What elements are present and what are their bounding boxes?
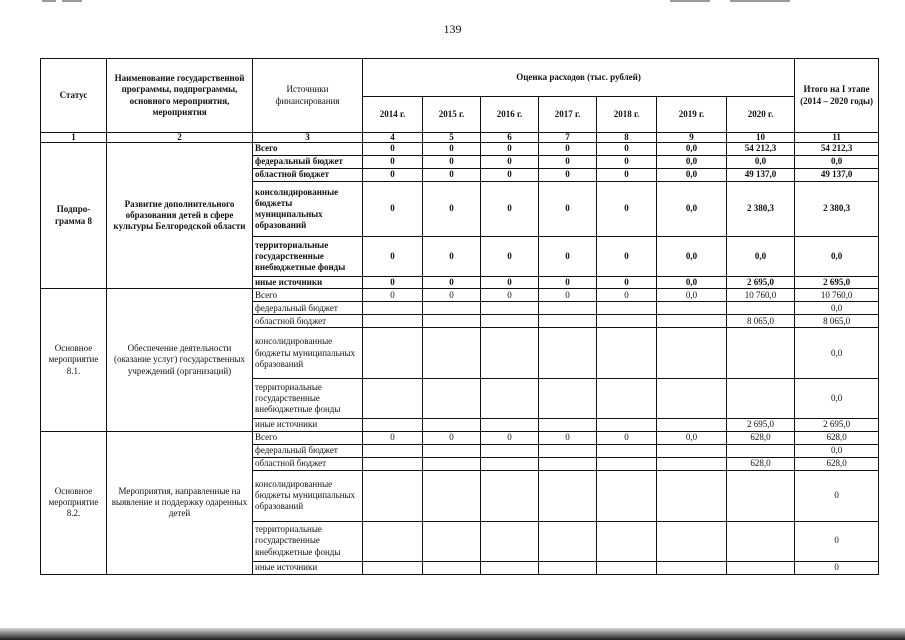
funding-source: областной бюджет <box>253 457 363 470</box>
funding-source: территориальные государственные внебюджетные фонды <box>253 379 363 419</box>
year-value-cell: 0 <box>423 289 481 302</box>
year-value-cell: 0 <box>597 289 657 302</box>
year-value-cell <box>363 444 423 457</box>
funding-source: консолидированные бюджеты муниципальных образований <box>253 328 363 379</box>
year-value-cell <box>481 457 539 470</box>
funding-source: территориальные государственные внебюджетные фонды <box>253 521 363 561</box>
year-value-cell <box>363 419 423 431</box>
year-value-cell <box>539 470 597 521</box>
year-value-cell: 0 <box>597 156 657 169</box>
year-value-cell: 0,0 <box>657 237 727 277</box>
year-value-cell: 0 <box>481 182 539 237</box>
header-status: Статус <box>41 59 107 133</box>
year-value-cell <box>727 302 795 315</box>
year-value-cell <box>363 328 423 379</box>
scan-bottom-edge <box>0 628 905 640</box>
column-index: 2 <box>107 133 253 143</box>
scan-artifact <box>62 0 82 2</box>
row-program-name: Развитие дополнительного образования детей в сфере культуры Белгородской области <box>107 143 253 289</box>
year-value-cell: 2 380,3 <box>727 182 795 237</box>
year-value-cell <box>657 302 727 315</box>
year-value-cell: 0 <box>363 289 423 302</box>
year-value-cell: 0 <box>539 169 597 182</box>
year-value-cell <box>423 328 481 379</box>
year-value-cell: 0 <box>597 431 657 444</box>
header-year: 2018 г. <box>597 97 657 133</box>
year-value-cell <box>597 302 657 315</box>
row-status: Основное мероприятие 8.1. <box>41 289 107 431</box>
year-value-cell <box>657 379 727 419</box>
year-value-cell <box>423 379 481 419</box>
year-value-cell: 628,0 <box>727 431 795 444</box>
year-value-cell <box>539 561 597 574</box>
year-value-cell: 0 <box>423 156 481 169</box>
page-number: 139 <box>443 22 462 36</box>
year-value-cell: 0,0 <box>657 289 727 302</box>
year-value-cell <box>539 521 597 561</box>
year-value-cell: 0 <box>539 182 597 237</box>
funding-source: консолидированные бюджеты муниципальных образований <box>253 182 363 237</box>
year-value-cell <box>539 457 597 470</box>
year-value-cell: 0,0 <box>657 143 727 156</box>
total-cell: 2 695,0 <box>795 419 879 431</box>
table-row <box>41 143 879 156</box>
year-value-cell <box>363 521 423 561</box>
year-value-cell <box>539 315 597 328</box>
header-year: 2016 г. <box>481 97 539 133</box>
year-value-cell: 0 <box>539 237 597 277</box>
total-cell: 0 <box>795 521 879 561</box>
row-program-name: Обеспечение деятельности (оказание услуг) государственных учреждений (организаций) <box>107 289 253 431</box>
year-value-cell: 0 <box>481 156 539 169</box>
year-value-cell: 0 <box>539 143 597 156</box>
year-value-cell: 0 <box>597 277 657 289</box>
funding-source: иные источники <box>253 561 363 574</box>
total-cell: 2 380,3 <box>795 182 879 237</box>
year-value-cell: 10 760,0 <box>727 289 795 302</box>
total-cell: 0,0 <box>795 328 879 379</box>
year-value-cell: 0 <box>539 277 597 289</box>
year-value-cell <box>539 302 597 315</box>
year-value-cell: 0 <box>481 431 539 444</box>
total-cell: 0,0 <box>795 444 879 457</box>
year-value-cell <box>727 328 795 379</box>
year-value-cell: 0 <box>539 431 597 444</box>
header-year: 2017 г. <box>539 97 597 133</box>
funding-source: федеральный бюджет <box>253 302 363 315</box>
year-value-cell: 0 <box>363 156 423 169</box>
year-value-cell: 0,0 <box>657 182 727 237</box>
year-value-cell <box>481 561 539 574</box>
year-value-cell <box>597 315 657 328</box>
funding-source: федеральный бюджет <box>253 156 363 169</box>
year-value-cell: 0 <box>423 169 481 182</box>
year-value-cell: 0,0 <box>657 169 727 182</box>
year-value-cell: 0 <box>423 431 481 444</box>
year-value-cell: 0 <box>363 143 423 156</box>
year-value-cell: 0 <box>481 169 539 182</box>
total-cell: 628,0 <box>795 431 879 444</box>
funding-source: Всего <box>253 143 363 156</box>
total-cell: 0 <box>795 561 879 574</box>
year-value-cell: 8 065,0 <box>727 315 795 328</box>
year-value-cell: 2 695,0 <box>727 277 795 289</box>
year-value-cell <box>657 328 727 379</box>
year-value-cell <box>657 315 727 328</box>
year-value-cell <box>423 521 481 561</box>
header-year: 2015 г. <box>423 97 481 133</box>
column-index: 7 <box>539 133 597 143</box>
funding-source: территориальные государственные внебюджетные фонды <box>253 237 363 277</box>
total-cell: 0 <box>795 470 879 521</box>
year-value-cell: 0 <box>423 237 481 277</box>
year-value-cell: 0 <box>363 237 423 277</box>
header-year: 2020 г. <box>727 97 795 133</box>
header-name: Наименование государственной программы, подпрограммы, основного мероприятия, мероприятия <box>107 59 253 133</box>
column-index: 1 <box>41 133 107 143</box>
column-index: 4 <box>363 133 423 143</box>
year-value-cell <box>363 470 423 521</box>
year-value-cell <box>727 379 795 419</box>
total-cell: 0,0 <box>795 237 879 277</box>
year-value-cell: 0 <box>363 277 423 289</box>
header-sources: Источники финансирования <box>253 59 363 133</box>
year-value-cell <box>481 521 539 561</box>
column-index: 11 <box>795 133 879 143</box>
total-cell: 2 695,0 <box>795 277 879 289</box>
scan-artifact <box>42 0 56 2</box>
year-value-cell <box>657 561 727 574</box>
header-estimate: Оценка расходов (тыс. рублей) <box>363 59 795 97</box>
year-value-cell: 54 212,3 <box>727 143 795 156</box>
year-value-cell <box>539 444 597 457</box>
year-value-cell <box>727 470 795 521</box>
year-value-cell <box>539 379 597 419</box>
row-status: Основное мероприятие 8.2. <box>41 431 107 574</box>
year-value-cell: 0 <box>539 156 597 169</box>
year-value-cell <box>727 444 795 457</box>
column-index: 3 <box>253 133 363 143</box>
header-total: Итого на I этапе (2014 – 2020 годы) <box>795 59 879 133</box>
year-value-cell <box>597 457 657 470</box>
year-value-cell: 0 <box>423 182 481 237</box>
year-value-cell <box>423 419 481 431</box>
year-value-cell <box>481 419 539 431</box>
year-value-cell <box>363 457 423 470</box>
year-value-cell <box>423 561 481 574</box>
scan-artifact <box>670 0 710 2</box>
table-row <box>41 431 879 444</box>
year-value-cell <box>597 444 657 457</box>
funding-source: федеральный бюджет <box>253 444 363 457</box>
year-value-cell: 0 <box>363 169 423 182</box>
column-index: 9 <box>657 133 727 143</box>
year-value-cell <box>481 444 539 457</box>
year-value-cell <box>597 561 657 574</box>
year-value-cell <box>481 315 539 328</box>
year-value-cell <box>727 561 795 574</box>
row-program-name: Мероприятия, направленные на выявление и поддержку одаренных детей <box>107 431 253 574</box>
header-year: 2014 г. <box>363 97 423 133</box>
funding-source: областной бюджет <box>253 169 363 182</box>
row-status: Подпро-грамма 8 <box>41 143 107 289</box>
year-value-cell <box>539 419 597 431</box>
year-value-cell <box>597 419 657 431</box>
funding-source: Всего <box>253 289 363 302</box>
year-value-cell: 628,0 <box>727 457 795 470</box>
year-value-cell <box>363 302 423 315</box>
year-value-cell <box>597 379 657 419</box>
year-value-cell: 0 <box>481 277 539 289</box>
year-value-cell <box>481 379 539 419</box>
year-value-cell <box>481 302 539 315</box>
total-cell: 0,0 <box>795 379 879 419</box>
funding-source: иные источники <box>253 419 363 431</box>
year-value-cell: 0 <box>597 143 657 156</box>
year-value-cell <box>657 470 727 521</box>
year-value-cell <box>657 444 727 457</box>
year-value-cell <box>423 302 481 315</box>
year-value-cell <box>481 328 539 379</box>
year-value-cell <box>363 561 423 574</box>
column-index: 10 <box>727 133 795 143</box>
year-value-cell <box>363 315 423 328</box>
year-value-cell: 0 <box>481 289 539 302</box>
year-value-cell <box>597 328 657 379</box>
total-cell: 0,0 <box>795 302 879 315</box>
year-value-cell <box>423 444 481 457</box>
year-value-cell <box>363 379 423 419</box>
year-value-cell: 0 <box>481 237 539 277</box>
column-index: 5 <box>423 133 481 143</box>
year-value-cell <box>423 470 481 521</box>
year-value-cell <box>727 521 795 561</box>
year-value-cell: 0 <box>363 431 423 444</box>
funding-source: областной бюджет <box>253 315 363 328</box>
year-value-cell: 0,0 <box>727 156 795 169</box>
table-row <box>41 289 879 302</box>
year-value-cell: 0 <box>597 237 657 277</box>
budget-table <box>40 58 879 575</box>
year-value-cell: 0 <box>363 182 423 237</box>
year-value-cell <box>423 457 481 470</box>
year-value-cell: 0 <box>481 143 539 156</box>
year-value-cell: 0 <box>423 143 481 156</box>
year-value-cell: 0,0 <box>657 431 727 444</box>
funding-source: иные источники <box>253 277 363 289</box>
total-cell: 0,0 <box>795 156 879 169</box>
year-value-cell: 0 <box>423 277 481 289</box>
header-year: 2019 г. <box>657 97 727 133</box>
year-value-cell <box>423 315 481 328</box>
year-value-cell <box>657 419 727 431</box>
year-value-cell: 2 695,0 <box>727 419 795 431</box>
year-value-cell: 0,0 <box>657 277 727 289</box>
year-value-cell <box>657 457 727 470</box>
funding-source: Всего <box>253 431 363 444</box>
year-value-cell: 0,0 <box>657 156 727 169</box>
column-index: 8 <box>597 133 657 143</box>
total-cell: 49 137,0 <box>795 169 879 182</box>
column-index: 6 <box>481 133 539 143</box>
total-cell: 10 760,0 <box>795 289 879 302</box>
year-value-cell: 49 137,0 <box>727 169 795 182</box>
total-cell: 54 212,3 <box>795 143 879 156</box>
year-value-cell <box>539 328 597 379</box>
year-value-cell <box>597 470 657 521</box>
year-value-cell: 0 <box>597 169 657 182</box>
total-cell: 628,0 <box>795 457 879 470</box>
scan-artifact <box>730 0 790 2</box>
year-value-cell <box>481 470 539 521</box>
year-value-cell: 0 <box>539 289 597 302</box>
total-cell: 8 065,0 <box>795 315 879 328</box>
year-value-cell <box>597 521 657 561</box>
year-value-cell: 0,0 <box>727 237 795 277</box>
year-value-cell <box>657 521 727 561</box>
funding-source: консолидированные бюджеты муниципальных образований <box>253 470 363 521</box>
year-value-cell: 0 <box>597 182 657 237</box>
